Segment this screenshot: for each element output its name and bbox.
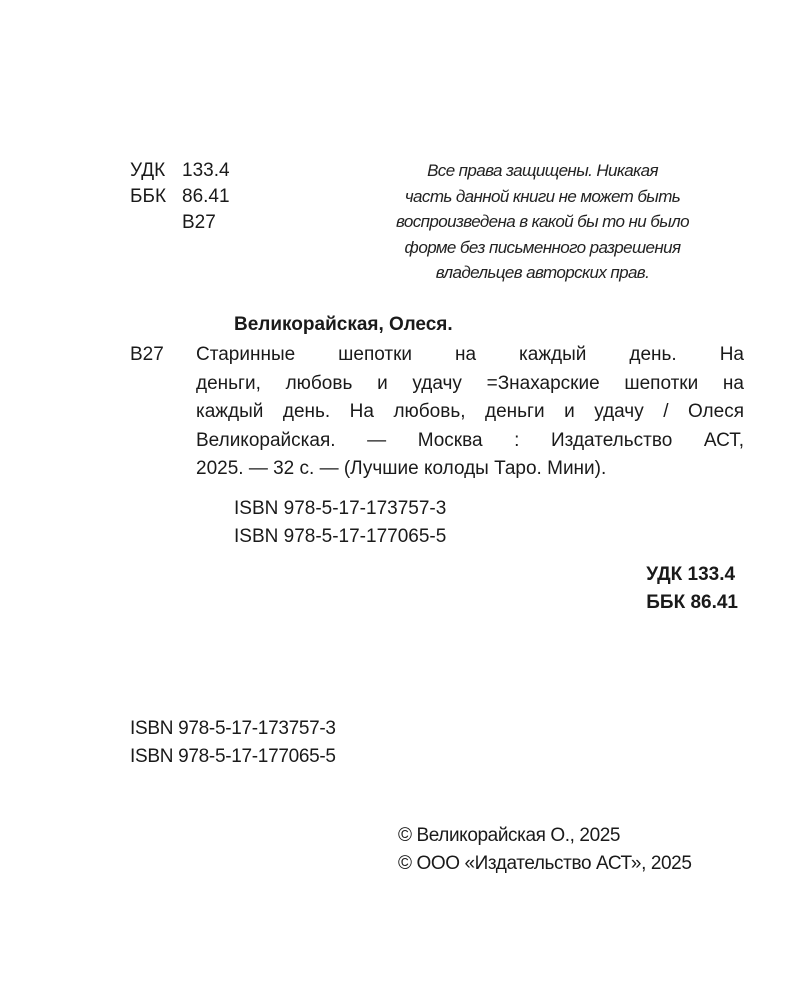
description-line: деньги, любовь и удачу =Знахарские шепотки на	[196, 372, 744, 394]
udk-summary: УДК 133.4	[646, 564, 736, 585]
cutter-value: В27	[182, 212, 216, 233]
isbn-line: ISBN 978-5-17-177065-5	[234, 526, 447, 547]
cutter-mark: В27	[130, 344, 164, 365]
classification-block	[130, 158, 230, 236]
udk-value: 133.4	[182, 160, 230, 181]
bbk-value: 86.41	[182, 186, 230, 207]
isbn-bottom-block	[130, 715, 336, 771]
bbk-summary: ББК 86.41	[646, 592, 738, 613]
author-heading: Великорайская, Олеся.	[234, 314, 453, 335]
rights-line: часть данной книги не может быть	[404, 186, 681, 206]
copyright-publisher: © ООО «Издательство АСТ», 2025	[398, 853, 692, 874]
isbn-line: ISBN 978-5-17-173757-3	[234, 498, 447, 519]
bibliographic-description	[196, 341, 744, 484]
bbk-row	[130, 184, 230, 210]
udk-label: УДК	[130, 160, 166, 181]
rights-line: Все права защищены. Никакая	[427, 161, 658, 180]
classification-summary	[646, 561, 738, 617]
isbn-line: ISBN 978-5-17-177065-5	[130, 746, 336, 767]
description-line: 2025. — 32 с. — (Лучшие колоды Таро. Мини).	[196, 458, 607, 479]
udk-row	[130, 158, 230, 184]
description-line: Старинные шепотки на каждый день. На	[196, 344, 744, 365]
copyright-block	[398, 822, 692, 878]
rights-line: владельцев авторских прав.	[435, 263, 650, 282]
isbn-line: ISBN 978-5-17-173757-3	[130, 718, 336, 739]
isbn-block	[234, 495, 446, 551]
rights-notice	[340, 158, 745, 286]
copyright-author: © Великорайская О., 2025	[398, 825, 621, 846]
description-line: Великорайская. — Москва : Издательство АСТ,	[196, 429, 744, 451]
rights-line: форме без письменного разрешения	[404, 237, 681, 257]
cutter-row	[130, 210, 230, 236]
bbk-label: ББК	[130, 186, 167, 207]
rights-line: воспроизведена в какой бы то ни было	[396, 212, 689, 231]
description-line: каждый день. На любовь, деньги и удачу / Олеся	[196, 401, 744, 422]
